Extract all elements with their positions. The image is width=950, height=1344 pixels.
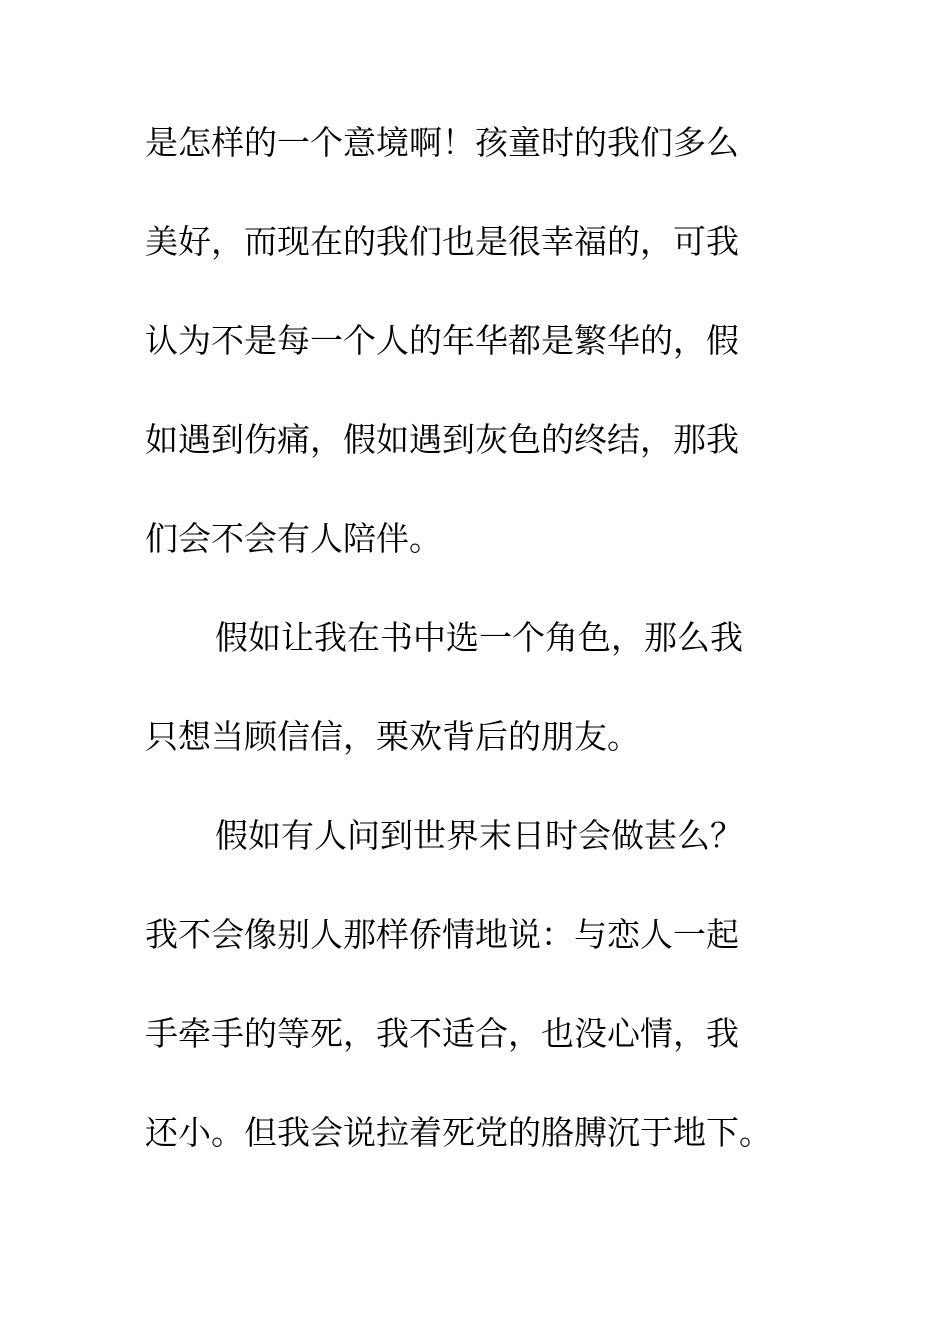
text-line: 还小。但我会说拉着死党的胳膊沉于地下。 (145, 1113, 772, 1152)
text-line: 手牵手的等死，我不适合，也没心情，我 (145, 1014, 739, 1053)
body-text (145, 123, 825, 1215)
text-line: 们会不会有人陪伴。 (145, 519, 442, 558)
text-line: 只想当顾信信，栗欢背后的朋友。 (145, 717, 640, 756)
text-line: 是怎样的一个意境啊！孩童时的我们多么 (145, 123, 739, 162)
text-line: 认为不是每一个人的年华都是繁华的，假 (145, 321, 739, 360)
paragraph-start-line: 假如让我在书中选一个角色，那么我 (215, 618, 743, 657)
paragraph-start-line: 假如有人问到世界末日时会做甚么？ (215, 816, 743, 855)
text-line: 如遇到伤痛，假如遇到灰色的终结，那我 (145, 420, 739, 459)
text-line: 美好，而现在的我们也是很幸福的，可我 (145, 222, 739, 261)
text-line: 我不会像别人那样侨情地说：与恋人一起 (145, 915, 739, 954)
